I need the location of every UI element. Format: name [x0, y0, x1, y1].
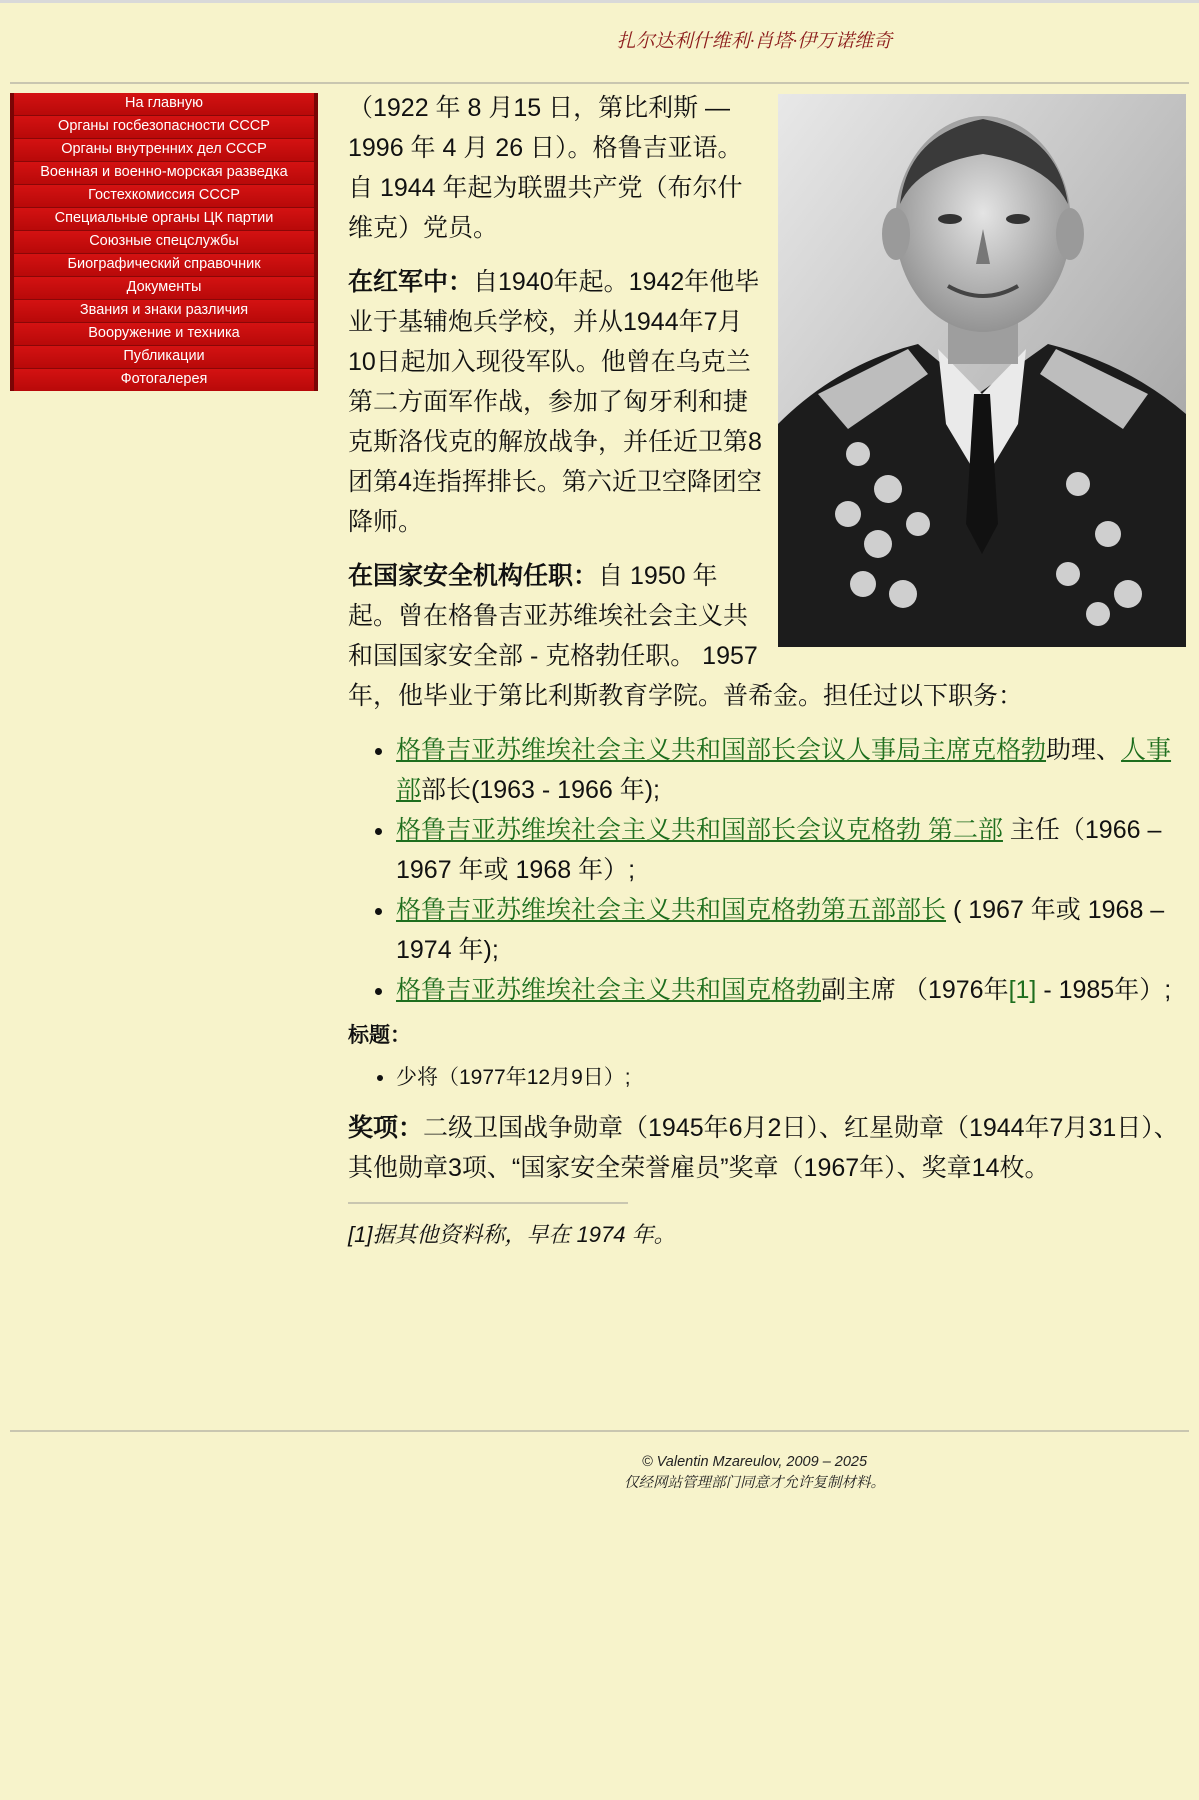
security-label: 在国家安全机构任职：	[348, 562, 599, 590]
nav-item-publications[interactable]: Публикации	[14, 346, 314, 369]
nav-item-weapons[interactable]: Вооружение и техника	[14, 323, 314, 346]
nav-item-ranks-insignia[interactable]: Звания и знаки различия	[14, 300, 314, 323]
sidebar-nav	[10, 93, 318, 391]
nav-item-allied-services[interactable]: Союзные спецслужбы	[14, 231, 314, 254]
position-item	[396, 970, 1186, 1010]
position-item	[396, 810, 1186, 890]
awards	[348, 1108, 1186, 1188]
header-divider	[10, 82, 1189, 84]
bio-intro: （1922 年 8 月15 日，第比利斯 — 1996 年 4 月 26 日）。格鲁吉亚语。自 1944 年起为联盟共产党（布尔什维克）党员。	[348, 94, 743, 242]
security-text: 自 1950 年起。曾在格鲁吉亚苏维埃社会主义共和国国家安全部 - 克格勃任职。 1957年，他毕业于第比利斯教育学院。普希金。担任过以下职务：	[348, 562, 1024, 710]
nav-item-gostekhkomissiya[interactable]: Гостехкомиссия СССР	[14, 185, 314, 208]
footnote: [1]据其他资料称，早在 1974 年。	[348, 1222, 676, 1247]
position-text: - 1985年）;	[1036, 976, 1172, 1004]
army-label: 在红军中：	[348, 268, 474, 296]
copy-notice: 仅经网站管理部门同意才允许复制材料。	[624, 1475, 885, 1491]
position-link[interactable]: 格鲁吉亚苏维埃社会主义共和国部长会议克格勃 第二部	[396, 816, 1003, 844]
ranks-heading: 标题：	[348, 1024, 411, 1047]
nav-item-biographical-reference[interactable]: Биографический справочник	[14, 254, 314, 277]
footnote-ref-link[interactable]: [1]	[1008, 976, 1037, 1004]
position-link[interactable]: 格鲁吉亚苏维埃社会主义共和国克格勃第五部部长	[396, 896, 947, 924]
copyright: © Valentin Mzareulov, 2009 – 2025	[641, 1454, 868, 1470]
ranks-list	[348, 1062, 1186, 1094]
position-link[interactable]: 格鲁吉亚苏维埃社会主义共和国克格勃	[396, 976, 822, 1004]
position-item	[396, 890, 1186, 970]
position-item	[396, 730, 1186, 810]
position-text: ( 1967 年或 1968 – 1974 年);	[396, 896, 1165, 964]
position-link[interactable]: 格鲁吉亚苏维埃社会主义共和国部长会议人事局主席克格勃	[396, 736, 1047, 764]
position-link[interactable]: 人事部	[396, 736, 1172, 804]
portrait-illustration	[778, 94, 1186, 647]
nav-item-documents[interactable]: Документы	[14, 277, 314, 300]
nav-item-internal-affairs[interactable]: Органы внутренних дел СССР	[14, 139, 314, 162]
position-text: 助理、	[1046, 736, 1122, 764]
footnote-divider	[348, 1202, 628, 1204]
page-title: 扎尔达利什维利·肖塔·伊万诺维奇	[616, 31, 893, 52]
nav-item-photo-gallery[interactable]: Фотогалерея	[14, 369, 314, 391]
awards-label: 奖项：	[348, 1114, 424, 1142]
main-content	[348, 88, 1186, 1250]
footer-divider	[10, 1430, 1189, 1432]
top-border	[0, 0, 1199, 3]
position-text: 副主席 （1976年	[821, 976, 1009, 1004]
positions-list	[348, 730, 1186, 1010]
nav-item-military-intelligence[interactable]: Военная и военно-морская разведка	[14, 162, 314, 185]
position-text: 主任（1966 – 1967 年或 1968 年）;	[396, 816, 1162, 884]
nav-item-party-special-organs[interactable]: Специальные органы ЦК партии	[14, 208, 314, 231]
footer	[0, 1452, 1199, 1494]
army-text: 自1940年起。1942年他毕业于基辅炮兵学校，并从1944年7月10日起加入现役军队。他曾在乌克兰第二方面军作战，参加了匈牙利和捷克斯洛伐克的解放战争，并任近卫第8团第4连指挥排长。第六近卫空降团空降师。	[348, 268, 762, 536]
portrait-photo	[778, 94, 1186, 647]
nav-item-state-security[interactable]: Органы госбезопасности СССР	[14, 116, 314, 139]
position-text: 部长(1963 - 1966 年);	[421, 776, 661, 804]
rank-item: • 少将（1977年12月9日）;	[396, 1062, 1186, 1094]
nav-item-home[interactable]: На главную	[14, 93, 314, 116]
awards-text: 二级卫国战争勋章（1945年6月2日）、红星勋章（1944年7月31日）、其他勋章3项、“国家安全荣誉雇员”奖章（1967年）、奖章14枚。	[348, 1114, 1179, 1182]
